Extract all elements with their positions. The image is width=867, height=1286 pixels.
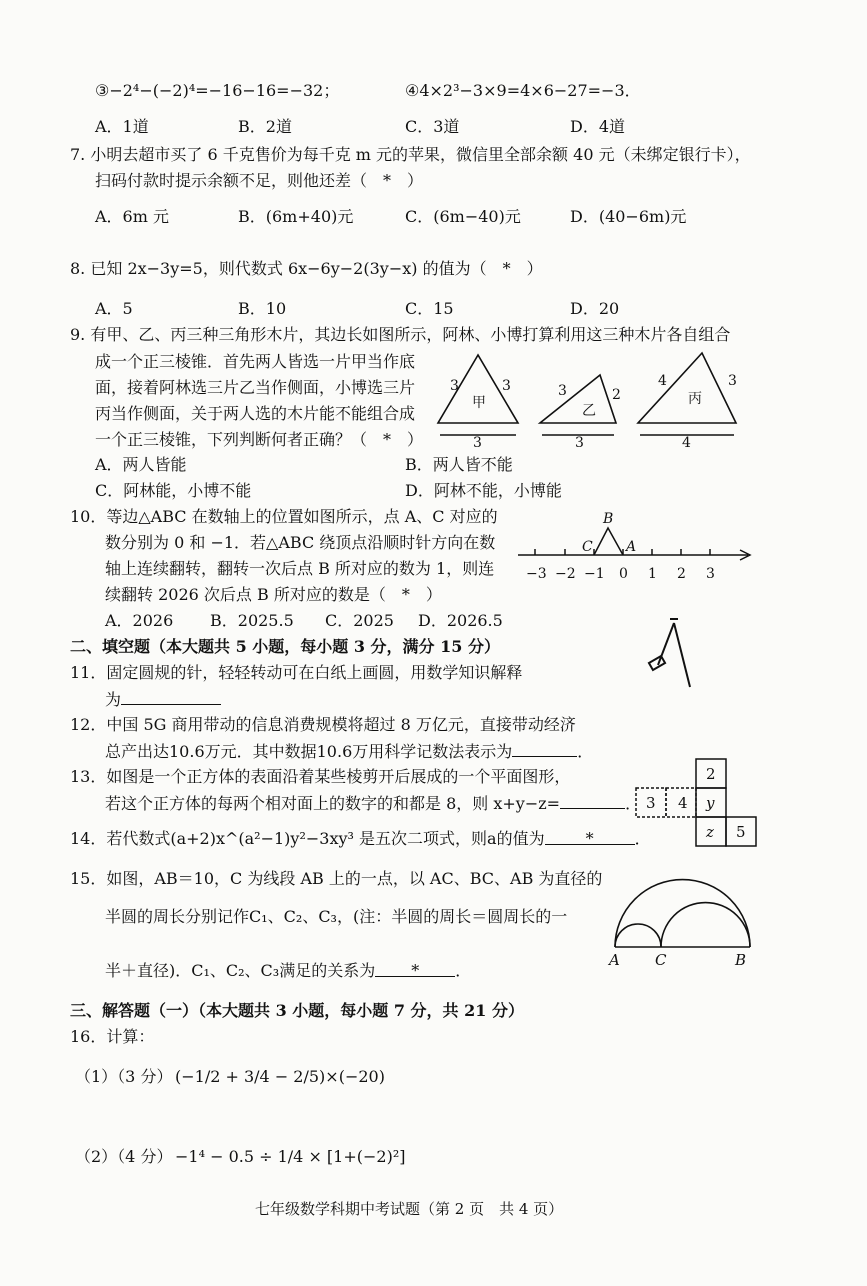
- q14-stem: 14．若代数式(a+2)x^(a²−1)y²−3xy³ 是五次二项式，则a的值为: [70, 829, 545, 848]
- q11-answer-blank[interactable]: [121, 688, 221, 705]
- q10-line1: 10．等边△ABC 在数轴上的位置如图所示，点 A、C 对应的: [70, 507, 498, 526]
- yi-name: 乙: [582, 403, 596, 419]
- section-2-heading: 二、填空题（本大题共 5 小题，每小题 3 分，满分 15 分）: [70, 637, 500, 656]
- q13-line2-text: 若这个正方体的每两个相对面上的数字的和都是 8，则 x+y−z=: [105, 794, 561, 813]
- semicircle-ac: [615, 924, 661, 947]
- triangle-yi: [540, 375, 616, 423]
- q13-answer-blank[interactable]: [560, 792, 625, 809]
- q11-line2: [105, 688, 221, 711]
- bing-base-label: 4: [682, 435, 691, 450]
- q6-option-b: B．2道: [238, 117, 292, 136]
- page-footer: 七年级数学科期中考试题（第 2 页 共 4 页）: [255, 1200, 564, 1218]
- tick-label-0: 0: [619, 566, 628, 582]
- q6-option-d: D．4道: [570, 117, 626, 136]
- q10-option-a: A．2026: [105, 611, 174, 630]
- yi-right-side-label: 2: [612, 387, 621, 403]
- q12-line1: 12．中国 5G 商用带动的信息消费规模将超过 8 万亿元，直接带动经济: [70, 715, 576, 734]
- compass-illustration: [640, 615, 700, 695]
- q13-end: ．: [625, 794, 642, 813]
- yi-left-side-label: 3: [558, 383, 567, 399]
- q8-stem: 8. 已知 2x−3y=5，则代数式 6x−6y−2(3y−x) 的值为（ * ）: [70, 259, 543, 278]
- q6-option-a: A．1道: [95, 117, 149, 136]
- q13-line1: 13．如图是一个正方体的表面沿着某些棱剪开后展成的一个平面图形，: [70, 767, 571, 786]
- q8-option-b: B．10: [238, 299, 287, 318]
- point-b-label: B: [735, 951, 747, 969]
- triangle-abc: [594, 528, 623, 555]
- net-label-2: 2: [706, 765, 716, 783]
- q10-number-line-figure: [510, 508, 760, 588]
- net-label-4: 4: [678, 794, 688, 812]
- q10-option-b: B．2025.5: [210, 611, 294, 630]
- q9-line3: 面，接着阿林选三片乙当作侧面，小博选三片: [95, 378, 416, 397]
- q12-end: ．: [577, 742, 594, 761]
- tick-label-1: 1: [648, 566, 657, 582]
- bing-name: 丙: [688, 391, 702, 407]
- q7-line2: 扫码付款时提示余额不足，则他还差（ * ）: [95, 171, 424, 190]
- q7-line1: 7. 小明去超市买了 6 千克售价为每千克 m 元的苹果，微信里全部余额 40 元（未绑定银行卡），: [70, 145, 751, 164]
- tick-label-minus1: −1: [584, 566, 605, 582]
- q14-answer-blank[interactable]: *: [545, 828, 635, 845]
- q10-line2: 数分别为 0 和 −1．若△ABC 绕顶点沿顺时针方向在数: [105, 533, 496, 552]
- q10-line4: 续翻转 2026 次后点 B 所对应的数是（ * ）: [105, 585, 442, 604]
- semicircle-ab: [615, 880, 750, 947]
- tick-label-2: 2: [677, 566, 686, 582]
- q11-line1: 11．固定圆规的针，轻轻转动可在白纸上画圆，用数学知识解释: [70, 663, 523, 682]
- q9-line1: 9. 有甲、乙、丙三种三角形木片，其边长如图所示，阿林、小博打算利用这三种木片各自组合: [70, 325, 731, 344]
- q15-line3: [105, 960, 471, 982]
- bing-left-side-label: 4: [658, 373, 667, 389]
- q15-answer-blank[interactable]: *: [375, 960, 455, 977]
- q15-line1: 15．如图，AB＝10，C 为线段 AB 上的一点，以 AC、BC、AB 为直径的: [70, 869, 603, 888]
- q10-option-d: D．2026.5: [418, 611, 503, 630]
- jia-base-label: 3: [473, 435, 482, 450]
- q6-item3: ③−2⁴−(−2)⁴=−16−16=−32；: [95, 81, 340, 100]
- bing-right-side-label: 3: [728, 373, 737, 389]
- q8-option-a: A．5: [95, 299, 133, 318]
- q16-part1-expression: (−1/2 + 3/4 − 2/5)×(−20): [175, 1067, 385, 1086]
- q9-option-d: D．阿林不能，小博能: [405, 481, 562, 500]
- q15-end: ．: [455, 961, 472, 980]
- semicircle-cb: [661, 903, 750, 947]
- point-c-label: C: [582, 539, 593, 555]
- point-b-label: B: [603, 511, 614, 527]
- net-label-y: y: [706, 794, 715, 812]
- semicircles-figure: [605, 870, 765, 970]
- q8-option-d: D．20: [570, 299, 620, 318]
- q12-line2: [105, 740, 593, 763]
- point-a-label: A: [626, 539, 637, 555]
- q16-title: 16．计算：: [70, 1027, 155, 1046]
- tick-label-minus3: −3: [526, 566, 547, 582]
- net-label-5: 5: [736, 823, 746, 841]
- point-c-label: C: [655, 951, 667, 969]
- q9-line2: 成一个正三棱锥．首先两人皆选一片甲当作底: [95, 352, 416, 371]
- q11-line2-text: 为: [105, 690, 122, 709]
- q14-end: ．: [634, 829, 651, 848]
- q9-line5: 一个正三棱锥，下列判断何者正确？（ * ）: [95, 430, 424, 449]
- section-3-heading: 三、解答题（一）（本大题共 3 小题，每小题 7 分，共 21 分）: [70, 1001, 524, 1020]
- q16-part2-label: （2）（4 分）: [75, 1147, 173, 1166]
- q14-line: [70, 828, 651, 850]
- tick-label-3: 3: [706, 566, 715, 582]
- q7-option-c: C．(6m−40)元: [405, 207, 521, 226]
- tick-label-minus2: −2: [555, 566, 576, 582]
- net-label-z: z: [706, 823, 714, 841]
- q12-line2-text: 总产出达10.6万元．其中数据10.6万用科学记数法表示为: [105, 742, 513, 761]
- q16-part2-expression: −1⁴ − 0.5 ÷ 1/4 × [1+(−2)²]: [175, 1147, 406, 1166]
- q6-option-c: C．3道: [405, 117, 460, 136]
- q12-answer-blank[interactable]: [512, 740, 577, 757]
- jia-right-side-label: 3: [502, 378, 511, 394]
- q16-part1-label: （1）（3 分）: [75, 1067, 173, 1086]
- q13-line2: [105, 792, 641, 815]
- point-a-label: A: [609, 951, 620, 969]
- q8-option-c: C．15: [405, 299, 454, 318]
- q15-line3-text: 半＋直径)．C₁、C₂、C₃满足的关系为: [105, 961, 376, 980]
- q9-line4: 丙当作侧面，关于两人选的木片能不能组合成: [95, 404, 416, 423]
- q7-option-d: D．(40−6m)元: [570, 207, 687, 226]
- q7-option-b: B．(6m+40)元: [238, 207, 354, 226]
- q9-option-a: A．两人皆能: [95, 455, 187, 474]
- q15-line2: 半圆的周长分别记作C₁、C₂、C₃，(注：半圆的周长＝圆周长的一: [105, 907, 568, 926]
- q7-option-a: A．6m 元: [95, 207, 169, 226]
- jia-name: 甲: [472, 395, 486, 411]
- triangle-bing: [638, 353, 736, 423]
- net-label-3: 3: [646, 794, 656, 812]
- jia-left-side-label: 3: [450, 378, 459, 394]
- q10-option-c: C．2025: [325, 611, 394, 630]
- q6-item4: ④4×2³−3×9=4×6−27=−3．: [405, 81, 641, 100]
- yi-base-label: 3: [575, 435, 584, 450]
- q10-line3: 轴上连续翻转，翻转一次后点 B 所对应的数为 1，则连: [105, 559, 495, 578]
- q9-triangles-figure: [430, 345, 760, 450]
- q9-option-b: B．两人皆不能: [405, 455, 513, 474]
- q9-option-c: C．阿林能，小博不能: [95, 481, 252, 500]
